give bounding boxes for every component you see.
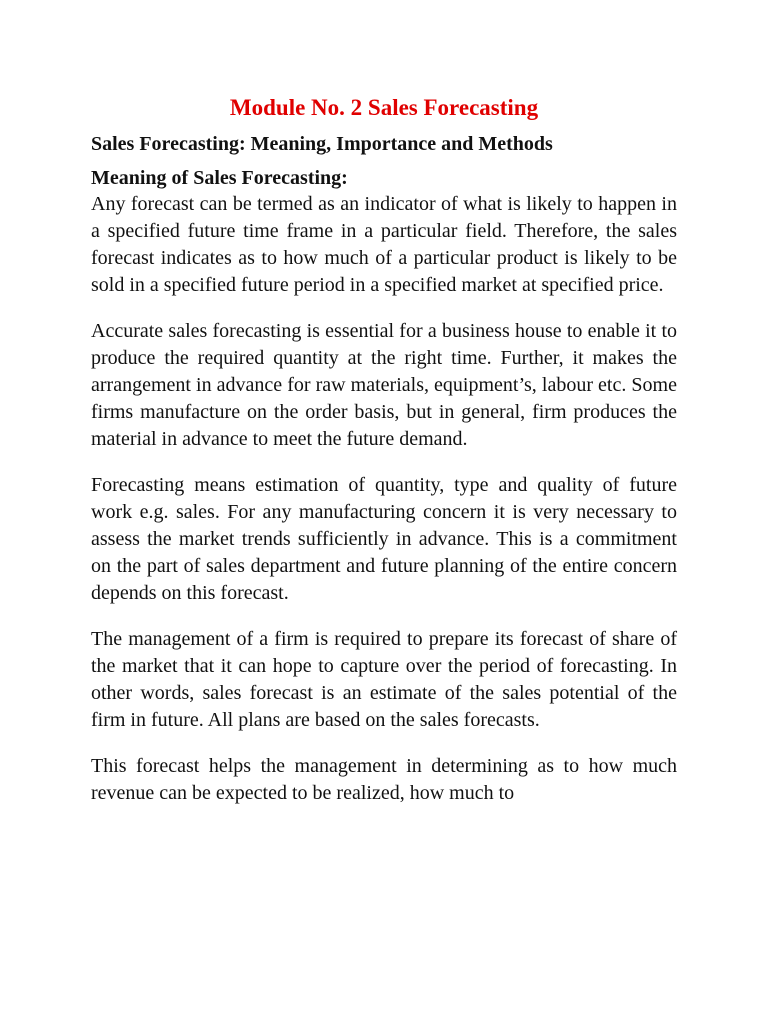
document-subtitle: Sales Forecasting: Meaning, Importance and Methods [91, 133, 553, 155]
section-heading: Meaning of Sales Forecasting: [91, 167, 348, 189]
document-page [91, 93, 677, 807]
paragraph-4: The management of a firm is required to prepare its forecast of share of the market that it can hope to capture over the period of forecasting. In other words, sales forecast is an estimate of the sales potential of the firm in future. All plans are based on the sales forecasts. [91, 628, 677, 731]
paragraph-5: This forecast helps the management in determining as to how much revenue can be expected to be realized, how much to [91, 755, 677, 804]
paragraph-3: Forecasting means estimation of quantity, type and quality of future work e.g. sales. For any manufacturing concern it is very necessary to assess the market trends sufficiently in advance. This is a commitment on the part of sales department and future planning of the entire concern depends on this forecast. [91, 474, 677, 604]
paragraph-2: Accurate sales forecasting is essential for a business house to enable it to produce the required quantity at the right time. Further, it makes the arrangement in advance for raw materials, equipment’s, labour etc. Some firms manufacture on the order basis, but in general, firm produces the material in advance to meet the future demand. [91, 320, 677, 450]
document-title: Module No. 2 Sales Forecasting [229, 95, 539, 120]
paragraph-1: Any forecast can be termed as an indicator of what is likely to happen in a specified future time frame in a particular field. Therefore, the sales forecast indicates as to how much of a particular product is likely to be sold in a specified future period in a specified market at specified price. [91, 193, 677, 296]
